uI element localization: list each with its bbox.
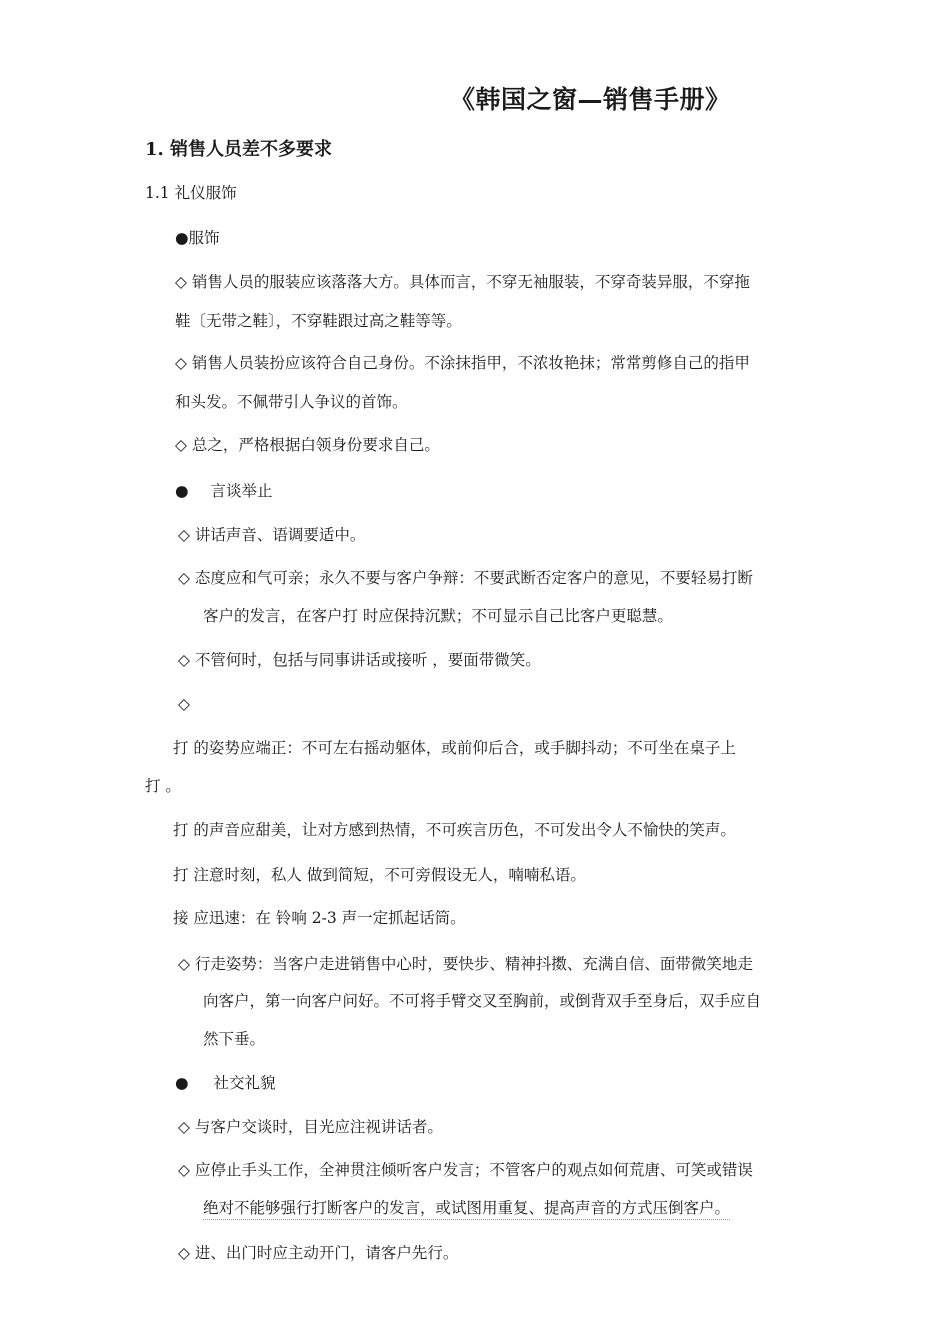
- list-item: [178, 1117, 443, 1137]
- list-item: [178, 525, 365, 545]
- diamond-icon: ◇: [178, 1244, 190, 1262]
- diamond-icon: ◇: [178, 526, 190, 544]
- bullet-heading-speech: [175, 481, 273, 501]
- list-item: [175, 435, 440, 455]
- diamond-icon: ◇: [178, 651, 190, 669]
- list-item: [178, 694, 190, 714]
- bullet-icon: ●: [175, 229, 189, 247]
- paragraph-line: 打 注意时刻，私人 做到简短，不可旁假设无人，喃喃私语。: [173, 866, 586, 884]
- paragraph-line: 行走姿势：当客户走进销售中心时，要快步、精神抖擞、充满自信、面带微笑地走: [194, 955, 753, 973]
- paragraph-line: 打 。: [145, 777, 181, 795]
- paragraph-line: [203, 1198, 730, 1218]
- bullet-heading-etiquette: [175, 1073, 276, 1093]
- diamond-icon: ◇: [178, 695, 190, 713]
- bullet-heading-text: 言谈举止: [210, 482, 273, 500]
- paragraph-line: 总之，严格根据白领身份要求自己。: [191, 436, 440, 454]
- diamond-icon: ◇: [178, 955, 190, 973]
- bullet-icon: ●: [175, 1074, 189, 1092]
- bullet-heading-clothing: [175, 228, 220, 248]
- paragraph-line: 销售人员装扮应该符合自己身份。不涂抹指甲，不浓妆艳抹；常常剪修自己的指甲: [191, 354, 750, 372]
- paragraph-line: 接 应迅速：在 铃响 2-3 声一定抓起话筒。: [173, 909, 466, 927]
- paragraph-line: 客户的发言，在客户打 时应保持沉默；不可显示自己比客户更聪慧。: [203, 607, 673, 625]
- paragraph-line: 然下垂。: [203, 1030, 266, 1048]
- diamond-icon: ◇: [178, 1118, 190, 1136]
- paragraph-line: 鞋〔无带之鞋〕，不穿鞋跟过高之鞋等等。: [175, 312, 462, 330]
- list-item: [178, 650, 541, 670]
- paragraph-line: 进、出门时应主动开门，请客户先行。: [194, 1244, 459, 1262]
- list-item: [175, 353, 750, 373]
- list-item: [178, 1243, 458, 1263]
- diamond-icon: ◇: [178, 1161, 190, 1179]
- paragraph-line: 和头发。不佩带引人争议的首饰。: [175, 393, 408, 411]
- paragraph-line: 不管何时，包括与同事讲话或接听 ，要面带微笑。: [194, 651, 541, 669]
- diamond-icon: ◇: [175, 273, 187, 291]
- paragraph-line: 讲话声音、语调要适中。: [194, 526, 366, 544]
- paragraph-line: 应停止手头工作，全神贯注倾听客户发言；不管客户的观点如何荒唐、可笑或错误: [194, 1161, 753, 1179]
- bullet-heading-text: 服饰: [188, 229, 220, 247]
- subsection-heading: 1.1 礼仪服饰: [145, 184, 237, 202]
- paragraph-line: 态度应和气可亲；永久不要与客户争辩：不要武断否定客户的意见，不要轻易打断: [194, 569, 753, 587]
- bullet-icon: ●: [175, 482, 189, 500]
- paragraph-line: 向客户，第一向客户问好。不可将手臂交叉至胸前，或倒背双手至身后，双手应自: [203, 992, 762, 1010]
- diamond-icon: ◇: [175, 436, 187, 454]
- paragraph-line: 销售人员的服装应该落落大方。具体而言，不穿无袖服装，不穿奇装异服，不穿拖: [191, 273, 750, 291]
- list-item: [178, 568, 753, 588]
- paragraph-line: 与客户交谈时，目光应注视讲话者。: [194, 1118, 443, 1136]
- paragraph-line-text: 绝对不能够强行打断客户的发言，或试图用重复、提高声音的方式压倒客户。: [203, 1199, 730, 1220]
- section-heading: 1. 销售人员差不多要求: [145, 139, 333, 160]
- list-item: [178, 1160, 753, 1180]
- document-title: 《韩国之窗—销售手册》: [450, 85, 731, 114]
- paragraph-line: 打 的声音应甜美，让对方感到热情，不可疾言历色，不可发出令人不愉快的笑声。: [173, 821, 736, 839]
- list-item: [175, 272, 750, 292]
- paragraph-line: 打 的姿势应端正：不可左右摇动躯体，或前仰后合，或手脚抖动；不可坐在桌子上: [173, 739, 736, 757]
- diamond-icon: ◇: [175, 354, 187, 372]
- list-item: [178, 954, 753, 974]
- bullet-heading-text: 社交礼貌: [213, 1074, 276, 1092]
- diamond-icon: ◇: [178, 569, 190, 587]
